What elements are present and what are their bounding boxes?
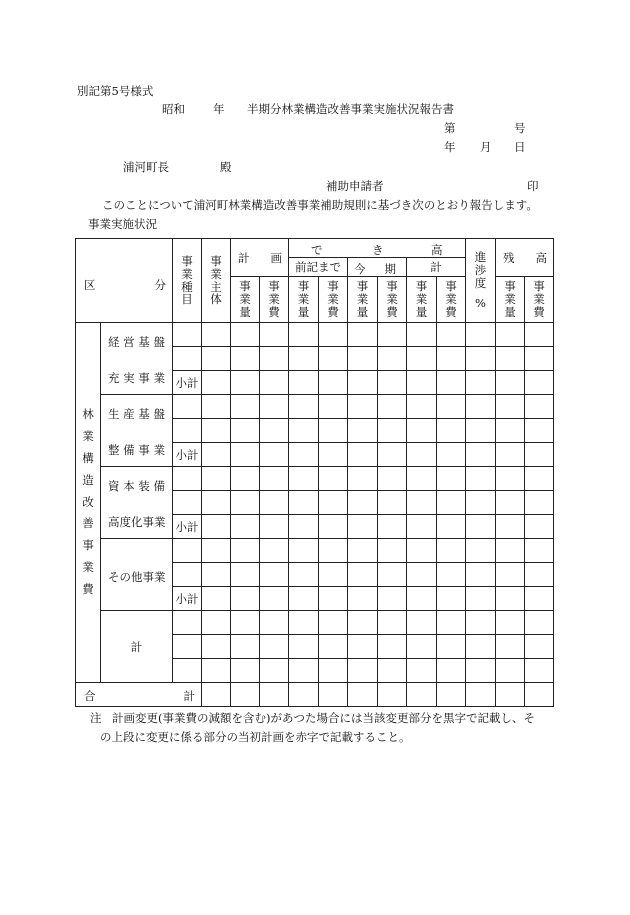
category-1-line1: 経 営 基 盤 [108,335,165,349]
category-2-line2: 整 備 事 業 [108,443,165,457]
date-day: 日 [514,140,526,154]
konki-left: 今 [354,262,366,276]
note-line-1: 計画変更(事業費の減額を含む)があつた場合には当該変更部分を黒字で記載し、そ [112,711,535,725]
section-title: 事業実施状況 [88,217,157,231]
applicant-label: 補助申請者 [326,179,384,193]
category-cell-3 [101,467,173,539]
category-cell-4 [101,539,173,611]
col-header-dekidaka [289,239,466,258]
table-row [76,467,554,491]
table-row [76,323,554,347]
konki-right: 期 [384,262,396,276]
status-table [75,238,554,707]
era-label: 昭和 [162,102,185,116]
col-header-zandaka [496,239,554,277]
col-header-progress: 進渉度 % [466,239,496,323]
dekidaka-3: 高 [431,243,443,257]
category-3-line1: 資 本 装 備 [108,479,165,493]
col-header-type: 事業種目 [173,239,202,323]
col-header-zenki: 前記まで [289,258,348,277]
doc-number-prefix: 第 [444,121,456,135]
konki-quantity: 事業量 [348,277,378,323]
table-row [76,539,554,563]
dekidaka-2: き [372,243,384,257]
dekidaka-1: で [311,243,323,257]
addressee: 浦河町長 [123,160,169,174]
zandaka-right: 高 [535,251,547,265]
report-title: 半期分林業構造改善事業実施状況報告書 [247,102,454,116]
zandaka-quantity: 事業量 [496,277,525,323]
table-row [76,611,554,635]
plan-cost: 事業費 [260,277,289,323]
kei-quantity: 事業量 [407,277,437,323]
kubun-header [76,239,173,323]
kubun-left: 区 [84,278,96,292]
date-year: 年 [444,140,456,154]
subtotal-label: 小計 [173,371,202,395]
category-2-line1: 生 産 基 盤 [108,407,165,421]
note-label: 注 [90,711,102,725]
col-header-konki [348,258,407,277]
category-1-line2: 充 実 事 業 [108,371,165,385]
grand-total-row [76,683,554,707]
zenki-quantity: 事業量 [289,277,319,323]
subtotal-label: 小計 [173,443,202,467]
plan-left: 計 [238,251,250,265]
plan-quantity: 事業量 [231,277,260,323]
table-row [76,395,554,419]
category-4-line1: その他事業 [108,570,166,584]
vertical-category-label: 林業構造改善事業費 [76,323,101,683]
subtotal-label: 小計 [173,587,202,611]
subtotal-label: 小計 [173,515,202,539]
seal-mark: 印 [527,179,539,193]
year-unit: 年 [213,102,225,116]
col-header-entity: 事業主体 [202,239,231,323]
doc-number-suffix: 号 [514,121,526,135]
konki-cost: 事業費 [378,277,407,323]
total-label: 計 [101,611,173,683]
col-header-kei: 計 [407,258,466,277]
intro-text: このことについて浦河町林業構造改善事業補助規則に基づき次のとおり報告します。 [102,198,538,212]
category-3-line2: 高度化事業 [108,515,166,529]
category-cell-2 [101,395,173,467]
percent-sign: % [475,296,486,311]
form-number: 別記第5号様式 [77,84,154,98]
honorific: 殿 [220,160,232,174]
note-line-2: の上段に変更に係る部分の当初計画を赤字で記載すること。 [100,730,411,744]
grand-total-label [76,683,202,707]
kei-cost: 事業費 [437,277,466,323]
zandaka-cost: 事業費 [525,277,554,323]
plan-right: 画 [270,251,282,265]
zenki-cost: 事業費 [319,277,348,323]
category-cell-1 [101,323,173,395]
kubun-right: 分 [154,278,166,292]
zandaka-left: 残 [503,251,515,265]
grand-total-right: 計 [183,689,195,703]
grand-total-left: 合 [84,689,96,703]
col-header-plan [231,239,289,277]
date-month: 月 [480,140,492,154]
